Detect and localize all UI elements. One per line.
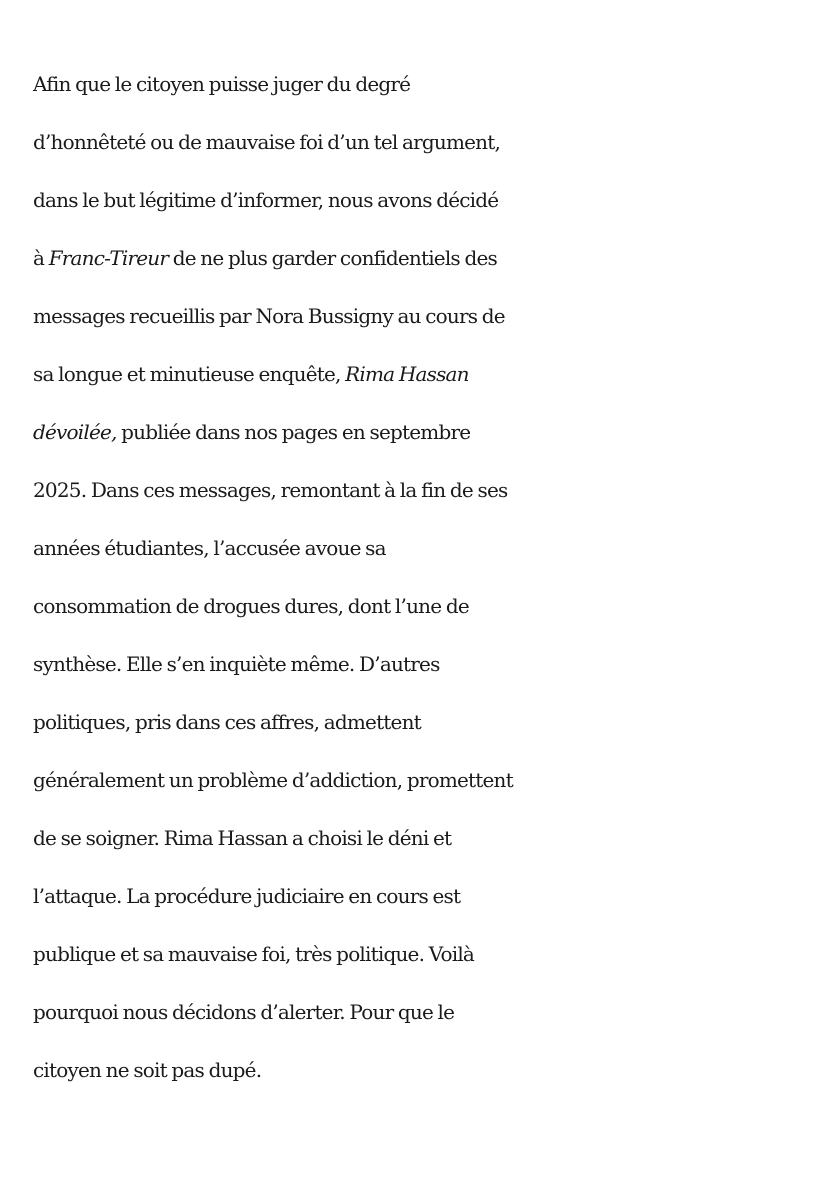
text-run: politiques, pris dans ces affres, admettent xyxy=(33,710,421,734)
text-run: dans le but légitime d’informer, nous avons décidé xyxy=(33,188,499,212)
text-line xyxy=(33,403,827,461)
text-line xyxy=(33,577,827,635)
text-run: à xyxy=(33,246,49,270)
text-line xyxy=(33,345,827,403)
text-run: messages recueillis par Nora Bussigny au cours de xyxy=(33,304,505,328)
text-line xyxy=(33,55,827,113)
text-line xyxy=(33,171,827,229)
italic-text: Rima Hassan xyxy=(345,362,469,386)
article-paragraph xyxy=(33,55,827,1099)
text-run: citoyen ne soit pas dupé. xyxy=(33,1058,262,1082)
text-run: d’honnêteté ou de mauvaise foi d’un tel argument, xyxy=(33,130,501,154)
text-run: publiée dans nos pages en septembre xyxy=(116,420,471,444)
text-line xyxy=(33,1041,827,1099)
text-line xyxy=(33,925,827,983)
text-line xyxy=(33,751,827,809)
text-run: de ne plus garder confidentiels des xyxy=(168,246,497,270)
italic-text: dévoilée, xyxy=(33,420,117,444)
text-line xyxy=(33,693,827,751)
text-line xyxy=(33,983,827,1041)
italic-text: Franc-Tireur xyxy=(48,246,169,270)
text-run: pourquoi nous décidons d’alerter. Pour que le xyxy=(33,1000,455,1024)
text-line xyxy=(33,635,827,693)
text-line xyxy=(33,461,827,519)
text-line xyxy=(33,867,827,925)
text-run: synthèse. Elle s’en inquiète même. D’autres xyxy=(33,652,440,676)
text-line xyxy=(33,287,827,345)
text-run: généralement un problème d’addiction, promettent xyxy=(33,768,513,792)
text-run: sa longue et minutieuse enquête, xyxy=(33,362,346,386)
text-run: l’attaque. La procédure judiciaire en cours est xyxy=(33,884,461,908)
text-run: Afin que le citoyen puisse juger du degré xyxy=(33,72,411,96)
text-run: de se soigner. Rima Hassan a choisi le déni et xyxy=(33,826,452,850)
text-line xyxy=(33,519,827,577)
text-line xyxy=(33,229,827,287)
text-run: années étudiantes, l’accusée avoue sa xyxy=(33,536,386,560)
text-run: 2025. Dans ces messages, remontant à la fin de ses xyxy=(33,478,508,502)
text-line xyxy=(33,113,827,171)
text-line xyxy=(33,809,827,867)
text-run: publique et sa mauvaise foi, très politique. Voilà xyxy=(33,942,475,966)
text-run: consommation de drogues dures, dont l’une de xyxy=(33,594,469,618)
